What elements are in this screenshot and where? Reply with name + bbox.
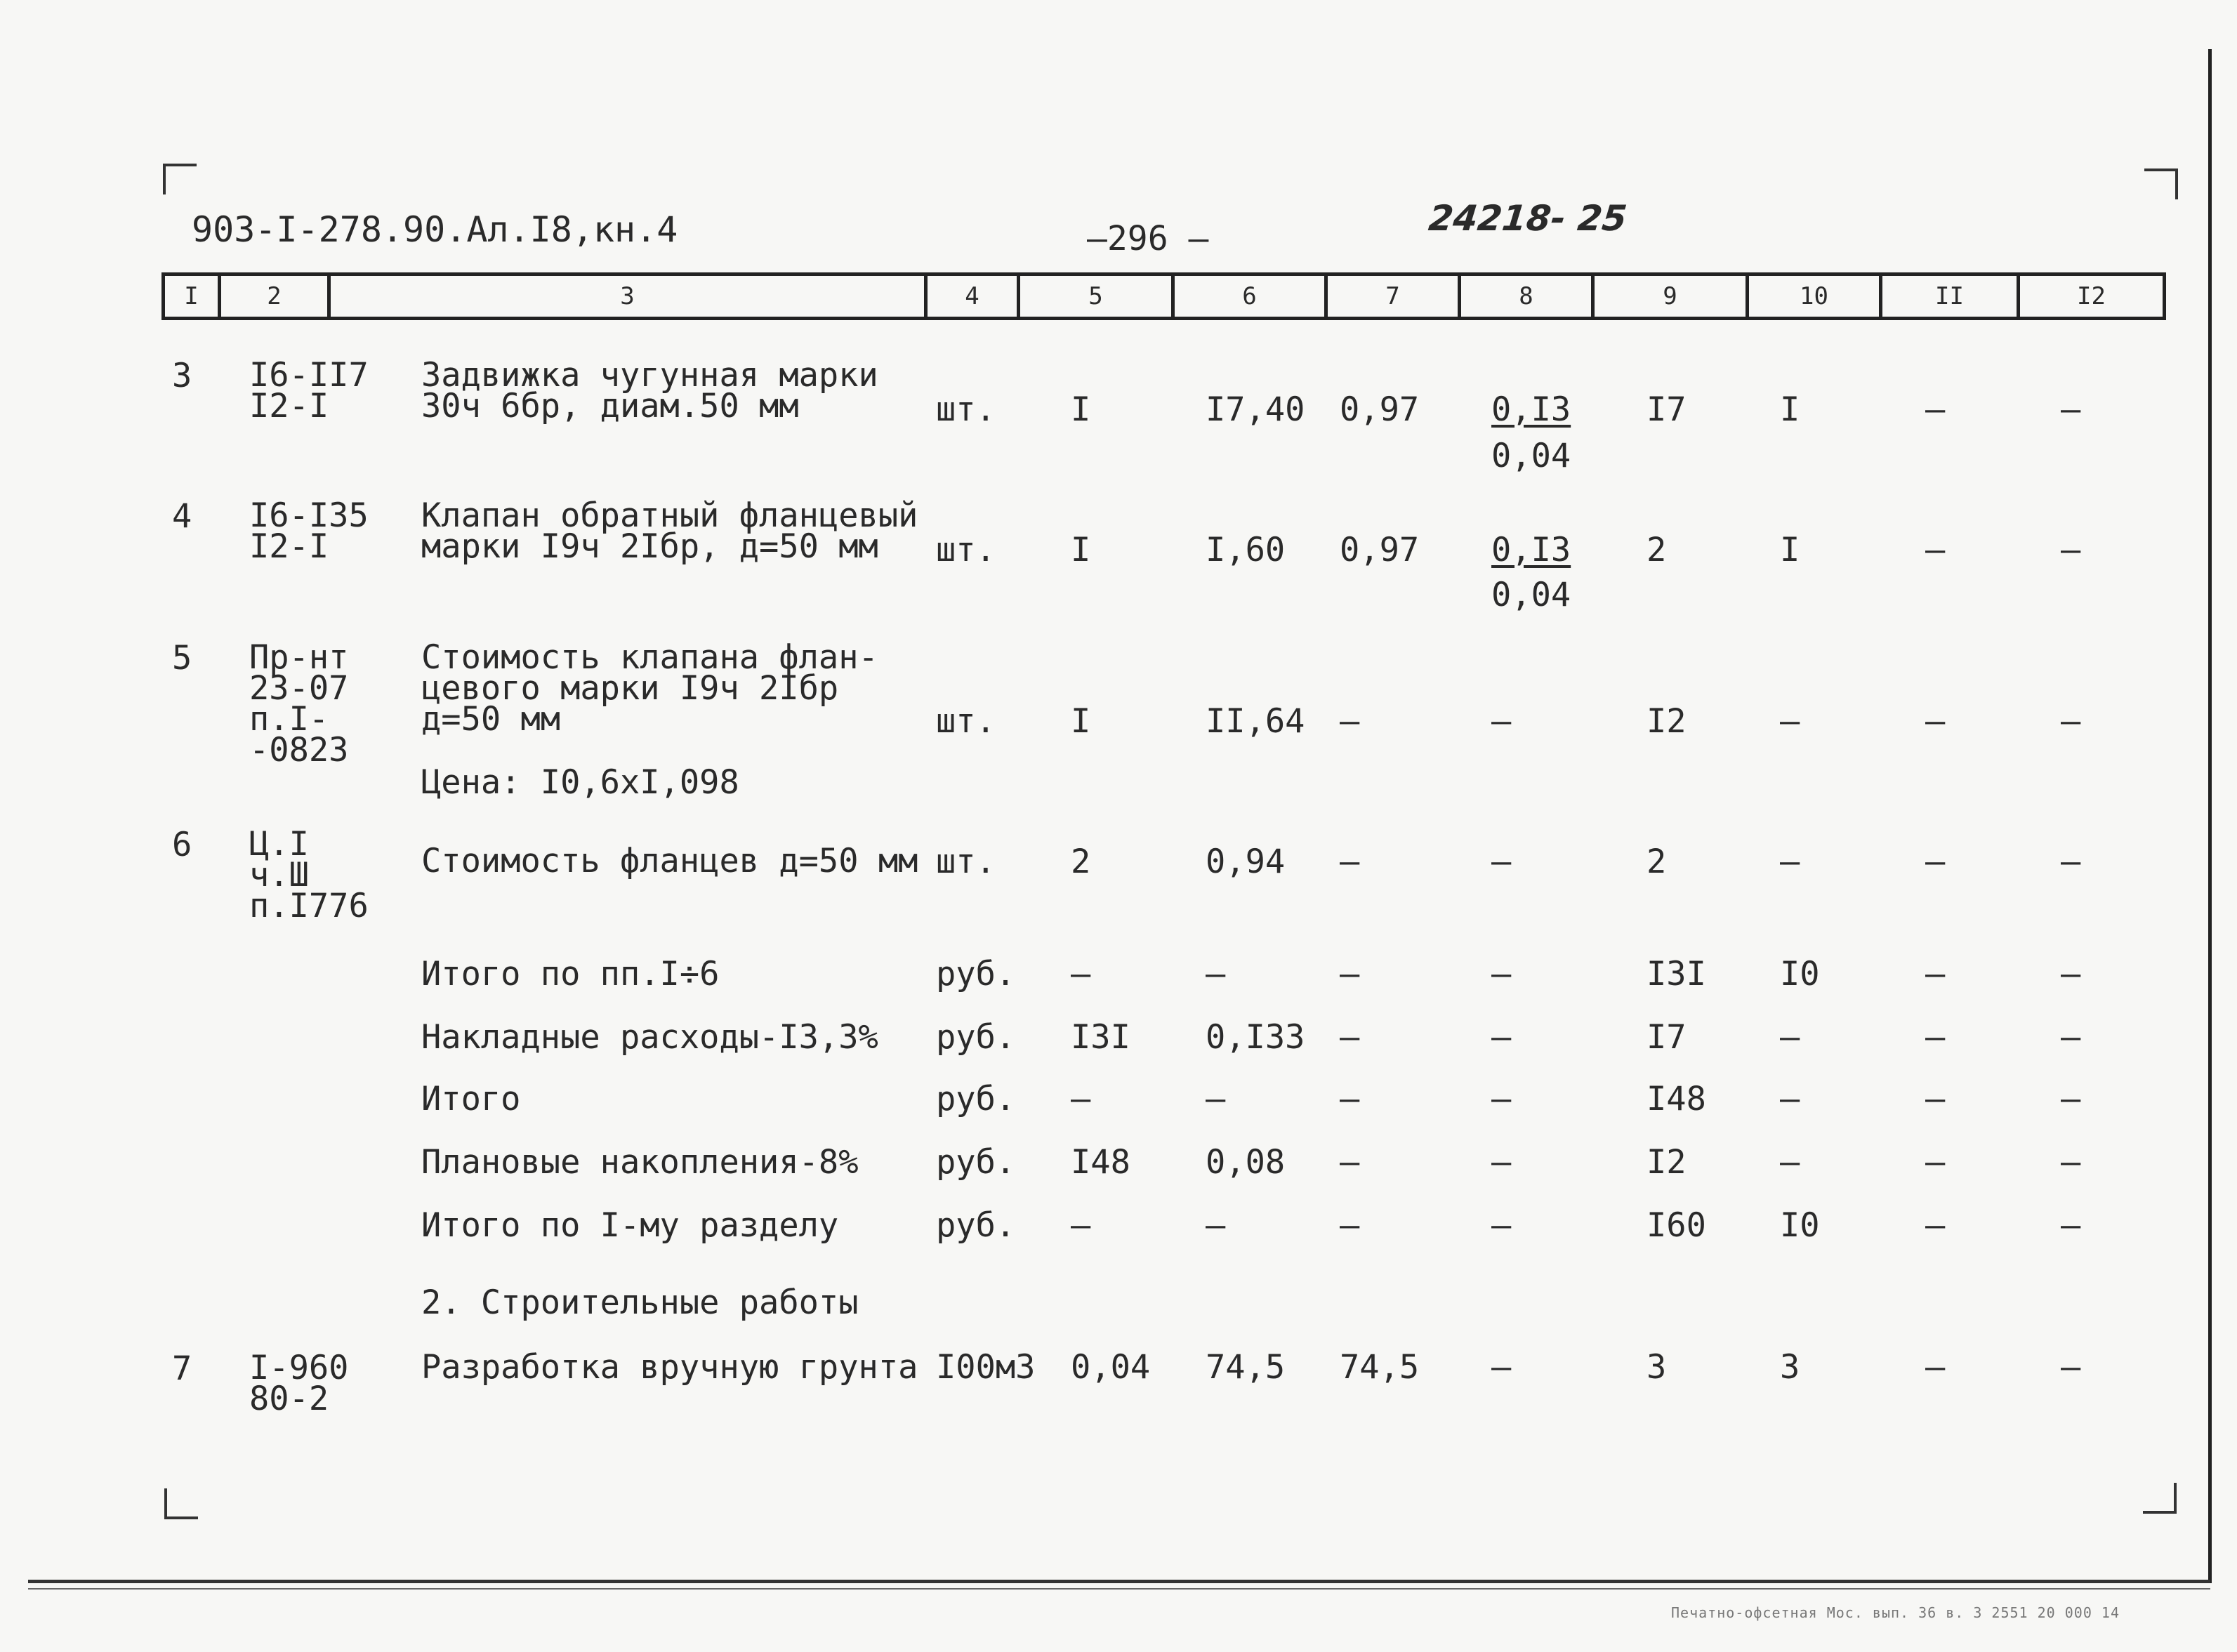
handwritten-number: 24218- 25 <box>1426 198 1629 239</box>
row-col8-bottom: 0,04 <box>1491 576 1571 614</box>
row-unit-cost: I7,40 <box>1206 390 1305 429</box>
row-description-line: цевого марки I9ч 2Iбр <box>421 669 839 708</box>
row-unit-cost: II,64 <box>1206 702 1305 741</box>
row-total: 2 <box>1647 531 1667 569</box>
column-header: II <box>1879 276 2017 317</box>
bottom-edge-line-2 <box>28 1588 2210 1590</box>
column-header-row <box>161 272 2166 320</box>
row-col8-bottom: 0,04 <box>1491 437 1571 475</box>
page-number: —296 – <box>1087 219 1209 258</box>
row-price-note: Цена: I0,6хI,098 <box>421 763 739 802</box>
summary-col10: I0 <box>1780 955 1820 993</box>
summary-col7: – <box>1340 955 1360 993</box>
summary-col6: 0,08 <box>1206 1143 1286 1182</box>
summary-unit: руб. <box>936 1206 1016 1245</box>
row-code-line: I-960 <box>249 1349 349 1387</box>
summary-description: Накладные расходы-I3,3% <box>421 1018 878 1057</box>
summary-col8: – <box>1491 955 1512 993</box>
row-description: Разработка вручную грунта <box>421 1348 918 1387</box>
row-total: I2 <box>1647 702 1687 741</box>
summary-total: I7 <box>1647 1018 1687 1057</box>
summary-total: I60 <box>1647 1206 1706 1245</box>
summary-col6: 0,I33 <box>1206 1018 1305 1057</box>
row-col7: – <box>1340 842 1360 881</box>
row-unit: шт. <box>936 842 996 881</box>
row-col11: – <box>1925 702 1946 741</box>
row-unit: шт. <box>936 390 996 429</box>
summary-col10: – <box>1780 1143 1800 1182</box>
summary-col11: – <box>1925 1206 1946 1245</box>
row-quantity: 0,04 <box>1071 1348 1151 1387</box>
row-col12: – <box>2061 842 2081 881</box>
summary-col7: – <box>1340 1206 1360 1245</box>
summary-col10: – <box>1780 1080 1800 1118</box>
row-unit: шт. <box>936 702 996 741</box>
summary-col11: – <box>1925 1143 1946 1182</box>
summary-col5: – <box>1071 1206 1091 1245</box>
summary-col10: I0 <box>1780 1206 1820 1245</box>
row-total: 3 <box>1647 1348 1667 1387</box>
row-number: 6 <box>172 826 192 864</box>
summary-col6: – <box>1206 1206 1226 1245</box>
row-unit-cost: 74,5 <box>1206 1348 1286 1387</box>
summary-description: Итого <box>421 1080 521 1118</box>
row-description-line: марки I9ч 2Iбр, д=50 мм <box>421 527 878 566</box>
row-code-line: I2-I <box>249 527 329 566</box>
row-number: 3 <box>172 357 192 395</box>
row-number: 7 <box>172 1349 192 1388</box>
row-code-line: п.I776 <box>249 887 369 925</box>
summary-description: Итого по пп.I÷6 <box>421 955 720 993</box>
summary-col12: – <box>2061 1018 2081 1057</box>
row-col10: I <box>1780 390 1800 429</box>
summary-unit: руб. <box>936 1080 1016 1118</box>
column-header: 4 <box>924 276 1017 317</box>
row-code-line: I6-II7 <box>249 356 369 395</box>
row-description-line: д=50 мм <box>421 700 561 739</box>
column-header: 3 <box>327 276 924 317</box>
row-quantity: I <box>1071 390 1091 429</box>
summary-col11: – <box>1925 1080 1946 1118</box>
row-col11: – <box>1925 1348 1946 1387</box>
column-header: 9 <box>1591 276 1746 317</box>
row-col11: – <box>1925 390 1946 429</box>
row-unit-cost: I,60 <box>1206 531 1286 569</box>
section-title: 2. Строительные работы <box>421 1283 859 1322</box>
corner-mark-top-right <box>2144 168 2178 199</box>
row-col11: – <box>1925 842 1946 881</box>
bottom-edge-line <box>28 1580 2210 1583</box>
row-col8: – <box>1491 842 1512 881</box>
row-code-line: I6-I35 <box>249 496 369 535</box>
summary-total: I2 <box>1647 1143 1687 1182</box>
column-header: I <box>161 276 218 317</box>
column-header: I2 <box>2017 276 2163 317</box>
row-col12: – <box>2061 702 2081 741</box>
summary-col12: – <box>2061 955 2081 993</box>
row-col11: – <box>1925 531 1946 569</box>
row-description-line: Клапан обратный фланцевый <box>421 496 918 535</box>
row-quantity: 2 <box>1071 842 1091 881</box>
summary-col5: I48 <box>1071 1143 1130 1182</box>
summary-col6: – <box>1206 955 1226 993</box>
row-code-line: ч.Ш <box>249 856 309 894</box>
summary-col12: – <box>2061 1206 2081 1245</box>
row-code-line: -0823 <box>249 731 349 769</box>
summary-col5: – <box>1071 955 1091 993</box>
summary-col11: – <box>1925 955 1946 993</box>
summary-col6: – <box>1206 1080 1226 1118</box>
row-col7: 74,5 <box>1340 1348 1420 1387</box>
summary-col7: – <box>1340 1018 1360 1057</box>
summary-unit: руб. <box>936 1143 1016 1182</box>
row-description-line: 30ч 6бр, диам.50 мм <box>421 387 799 425</box>
summary-col5: – <box>1071 1080 1091 1118</box>
column-header: 6 <box>1171 276 1324 317</box>
corner-mark-bottom-left <box>164 1488 198 1519</box>
column-header: 2 <box>218 276 327 317</box>
row-code-line: 80-2 <box>249 1380 329 1418</box>
footer-imprint: Печатно-офсетная Мос. вып. 36 в. З 2551 20 000 14 <box>1671 1604 2120 1621</box>
row-col12: – <box>2061 390 2081 429</box>
row-number: 5 <box>172 639 192 678</box>
row-col12: – <box>2061 1348 2081 1387</box>
row-unit: шт. <box>936 531 996 569</box>
summary-col8: – <box>1491 1080 1512 1118</box>
column-header: 7 <box>1324 276 1458 317</box>
summary-col12: – <box>2061 1143 2081 1182</box>
summary-total: I48 <box>1647 1080 1706 1118</box>
row-number: 4 <box>172 497 192 536</box>
column-header: 8 <box>1458 276 1591 317</box>
summary-col12: – <box>2061 1080 2081 1118</box>
row-quantity: I <box>1071 531 1091 569</box>
row-quantity: I <box>1071 702 1091 741</box>
row-description-line: Стоимость фланцев д=50 мм <box>421 842 918 880</box>
column-header: 10 <box>1746 276 1879 317</box>
summary-total: I3I <box>1647 955 1706 993</box>
row-col8-top: 0,I3 <box>1491 531 1571 569</box>
summary-col7: – <box>1340 1080 1360 1118</box>
corner-mark-top-left <box>163 164 197 194</box>
summary-col5: I3I <box>1071 1018 1130 1057</box>
row-description-line: Стоимость клапана флан- <box>421 638 878 677</box>
row-code-line: I2-I <box>249 387 329 425</box>
row-code-line: Пр-нт <box>249 638 349 677</box>
row-unit: I00м3 <box>936 1348 1036 1387</box>
row-col12: – <box>2061 531 2081 569</box>
row-total: I7 <box>1647 390 1687 429</box>
row-col8-top: 0,I3 <box>1491 390 1571 429</box>
summary-col11: – <box>1925 1018 1946 1057</box>
summary-description: Итого по I-му разделу <box>421 1206 839 1245</box>
summary-col8: – <box>1491 1018 1512 1057</box>
row-code-line: 23-07 <box>249 669 349 708</box>
document-code: 903-I-278.90.Ал.I8,кн.4 <box>192 209 678 250</box>
row-col10: – <box>1780 842 1800 881</box>
summary-description: Плановые накопления-8% <box>421 1143 859 1182</box>
row-code-line: Ц.I <box>249 825 309 864</box>
row-col7: – <box>1340 702 1360 741</box>
row-col10: – <box>1780 702 1800 741</box>
summary-unit: руб. <box>936 955 1016 993</box>
row-col10: 3 <box>1780 1348 1800 1387</box>
summary-unit: руб. <box>936 1018 1016 1057</box>
summary-col8: – <box>1491 1206 1512 1245</box>
row-col10: I <box>1780 531 1800 569</box>
row-code-line: п.I- <box>249 700 329 739</box>
summary-col8: – <box>1491 1143 1512 1182</box>
row-description-line: Задвижка чугунная марки <box>421 356 878 395</box>
row-col8: – <box>1491 702 1512 741</box>
corner-mark-bottom-right <box>2143 1483 2177 1514</box>
summary-col7: – <box>1340 1143 1360 1182</box>
summary-col10: – <box>1780 1018 1800 1057</box>
row-total: 2 <box>1647 842 1667 881</box>
right-edge-line <box>2208 49 2212 1583</box>
row-col7: 0,97 <box>1340 531 1420 569</box>
row-unit-cost: 0,94 <box>1206 842 1286 881</box>
row-col7: 0,97 <box>1340 390 1420 429</box>
column-header: 5 <box>1017 276 1171 317</box>
row-col8: – <box>1491 1348 1512 1387</box>
